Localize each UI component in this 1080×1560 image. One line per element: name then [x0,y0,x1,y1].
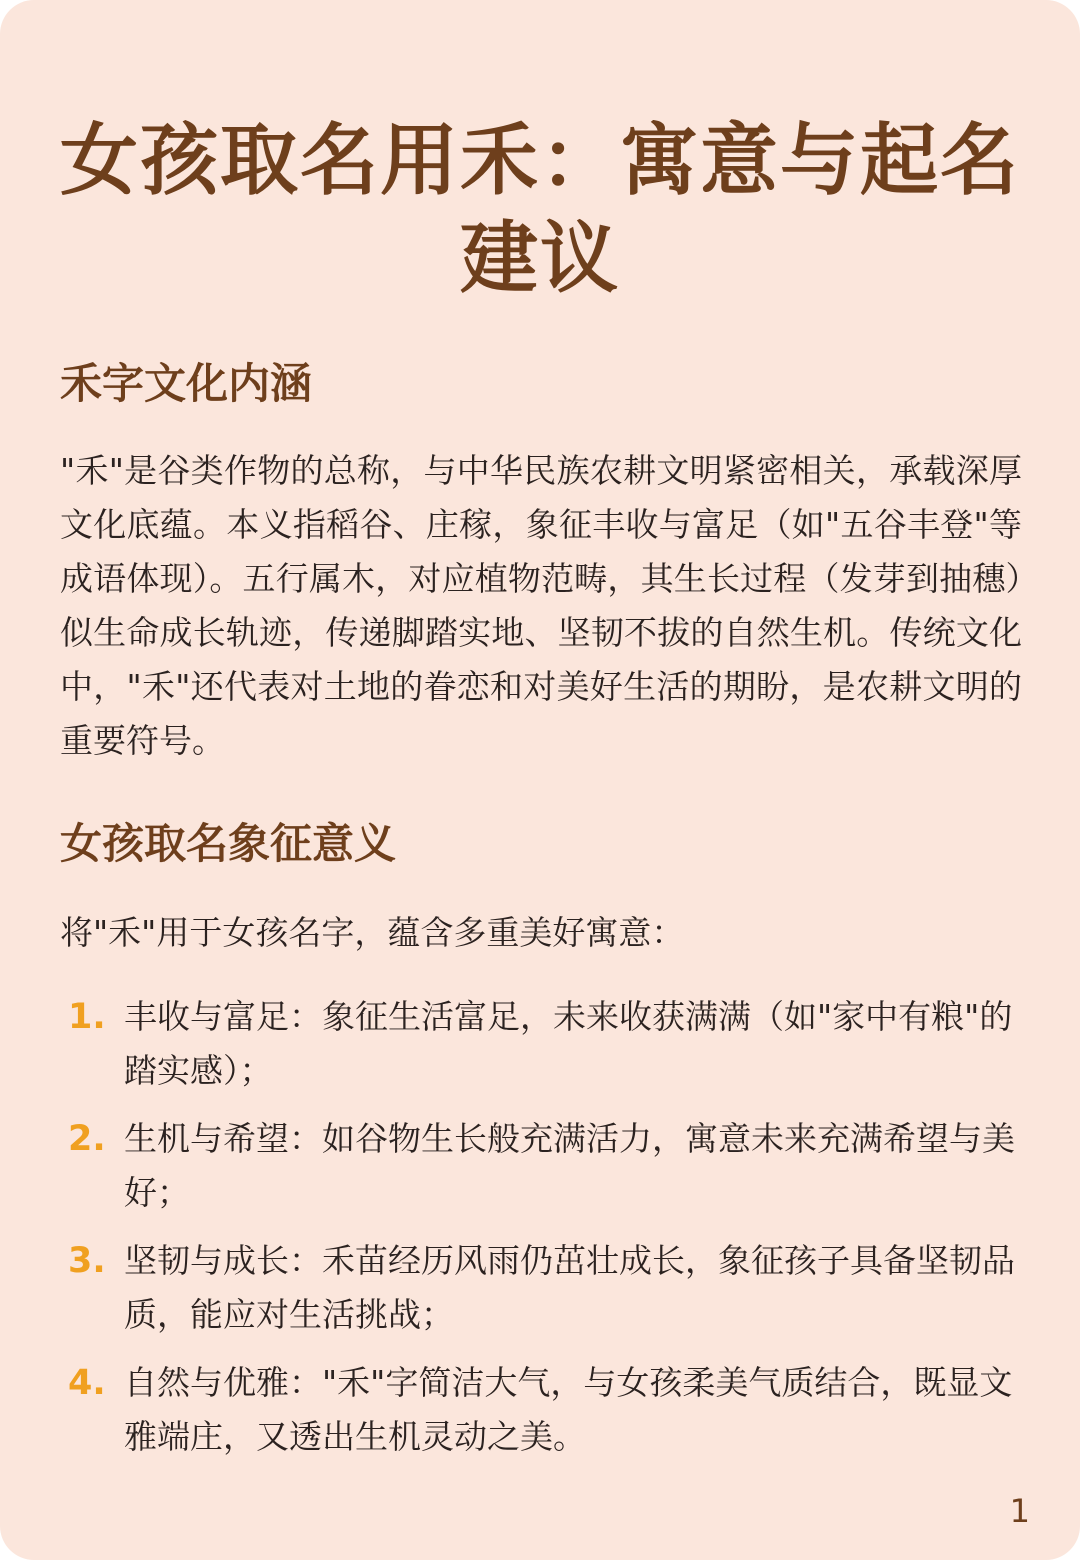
meaning-list [60,990,1022,1478]
list-item [60,990,1022,1098]
list-number: 1. [68,997,106,1037]
list-item-text: 生机与希望：如谷物生长般充满活力，寓意未来充满希望与美好； [124,1119,1015,1212]
page-number: 1 [1009,1492,1030,1530]
list-number: 3. [68,1241,106,1281]
list-item [60,1356,1022,1464]
list-number: 4. [68,1363,106,1403]
section-heading-symbolism: 女孩取名象征意义 [60,819,397,868]
culture-paragraph: "禾"是谷类作物的总称，与中华民族农耕文明紧密相关，承载深厚文化底蕴。本义指稻谷、庄稼，象征丰收与富足（如"五谷丰登"等成语体现）。五行属木，对应植物范畴，其生长过程（发芽到抽穗）似生命成长轨迹，传递脚踏实地、坚韧不拔的自然生机。传统文化中，"禾"还代表对土地的眷恋和对美好生活的期盼，是农耕文明的重要符号。 [60,451,1022,760]
section-heading-culture: 禾字文化内涵 [60,359,313,408]
list-item [60,1112,1022,1220]
list-item-text: 坚韧与成长：禾苗经历风雨仍茁壮成长，象征孩子具备坚韧品质，能应对生活挑战； [124,1241,1015,1334]
page-title: 女孩取名用禾：寓意与起名建议 [59,116,1020,304]
symbolism-intro: 将"禾"用于女孩名字，蕴含多重美好寓意： [60,913,685,952]
list-item-text: 丰收与富足：象征生活富足，未来收获满满（如"家中有粮"的踏实感）； [124,997,1013,1090]
list-number: 2. [68,1119,106,1159]
list-item [60,1234,1022,1342]
list-item-text: 自然与优雅："禾"字简洁大气，与女孩柔美气质结合，既显文雅端庄，又透出生机灵动之美。 [124,1363,1013,1456]
